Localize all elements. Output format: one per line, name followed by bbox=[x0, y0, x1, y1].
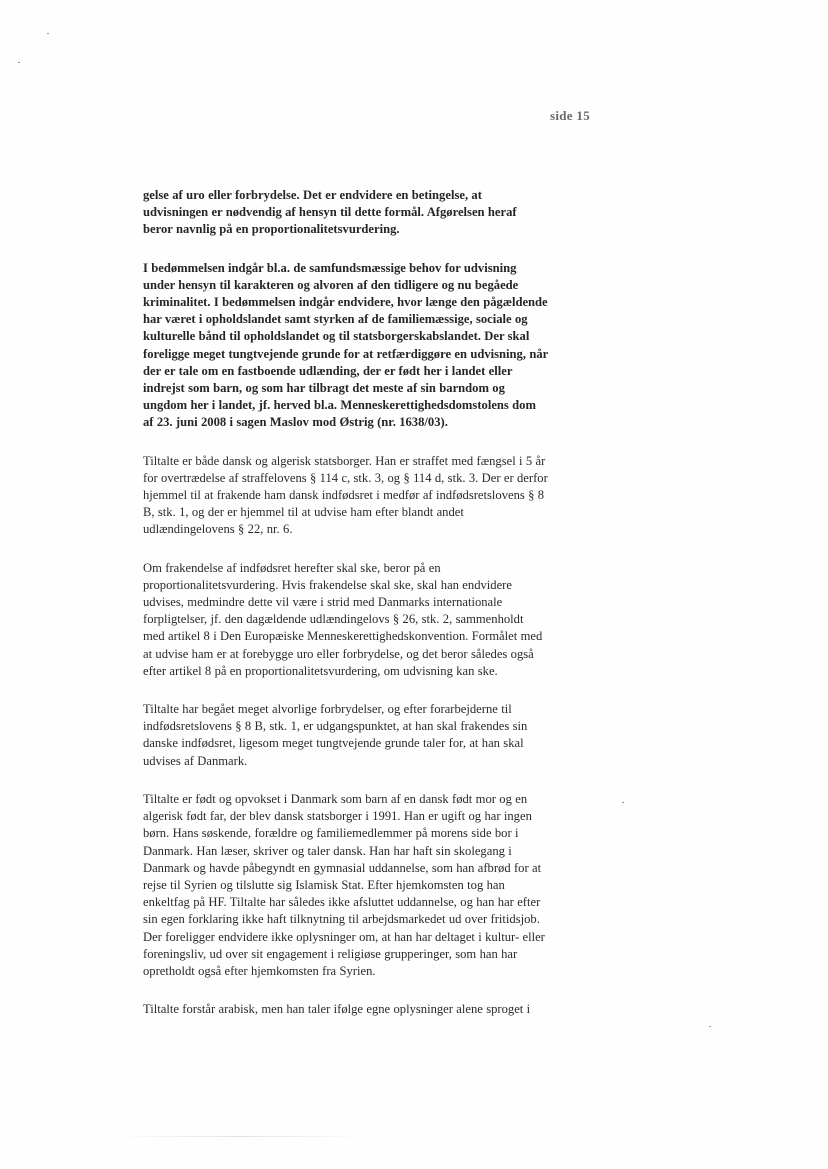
scan-speck bbox=[18, 62, 20, 63]
paragraph: gelse af uro eller forbrydelse. Det er endvidere en betingelse, at udvisningen er nødvendig af hensyn til dette formål. Afgørelsen heraf beror navnlig på en proportionalitetsvurdering. bbox=[143, 188, 517, 237]
paragraph: Tiltalte er både dansk og algerisk statsborger. Han er straffet med fængsel i 5 år for overtrædelse af straffelovens § 114 c, stk. 3, og § 114 d, stk. 3. Der er derfor hjemmel til at frakende ham dansk indfødsret i medfør af indfødsretslovens § 8 B, stk. 1, og der er hjemmel til at udvise ham efter blandt andet udlændingelovens § 22, nr. 6. bbox=[143, 453, 548, 537]
paragraph: Tiltalte forstår arabisk, men han taler ifølge egne oplysninger alene sproget i bbox=[143, 1002, 531, 1017]
paragraph: Tiltalte har begået meget alvorlige forbrydelser, og efter forarbejderne til indfødsretslovens § 8 B, stk. 1, er udgangspunktet, at han skal frakendes sin danske indfødsret, ligesom meget tungtvejende grunde taler for, at han skal udvises af Danmark. bbox=[143, 702, 528, 768]
scan-artifact-line bbox=[110, 1136, 370, 1137]
document-body bbox=[143, 187, 548, 1039]
scan-speck bbox=[622, 802, 624, 803]
page-number: side 15 bbox=[549, 108, 590, 123]
paragraph: I bedømmelsen indgår bl.a. de samfundsmæssige behov for udvisning under hensyn til karakteren og alvoren af den tidligere og nu begåede kriminalitet. I bedømmelsen indgår endvidere, hvor længe den pågældende har været i opholdslandet samt styrken af de familiemæssige, sociale og kulturelle bånd til opholdslandet og til statsborgerskabslandet. Der skal foreligge meget tungtvejende grunde for at retfærdiggøre en udvisning, når der er tale om en fastboende udlænding, der er født her i landet eller indrejst som barn, og som har tilbragt det meste af sin barndom og ungdom her i landet, jf. herved bl.a. Menneskerettighedsdomstolens dom af 23. juni 2008 i sagen Maslov mod Østrig (nr. 1638/03). bbox=[143, 260, 548, 430]
paragraph: Om frakendelse af indfødsret herefter skal ske, beror på en proportionalitetsvurdering. Hvis frakendelse skal ske, skal han endvidere udvises, medmindre dette vil være i strid med Danmarks internationale forpligtelser, jf. den dagældende udlændingelovs § 26, stk. 2, sammenholdt med artikel 8 i Den Europæiske Menneskerettighedskonvention. Formålet med at udvise ham er at forebygge uro eller forbrydelse, og det beror således også efter artikel 8 på en proportionalitetsvurdering, om udvisning kan ske. bbox=[143, 560, 543, 678]
scan-speck bbox=[709, 1026, 711, 1027]
scan-speck bbox=[47, 33, 49, 34]
paragraph: Tiltalte er født og opvokset i Danmark som barn af en dansk født mor og en algerisk født far, der blev dansk statsborger i 1991. Han er ugift og har ingen børn. Hans søskende, forældre og familiemedlemmer på morens side bor i Danmark. Han læser, skriver og taler dansk. Han har haft sin skolegang i Danmark og havde påbegyndt en gymnasial uddannelse, som han afbrød for at rejse til Syrien og tilslutte sig Islamisk Stat. Efter hjemkomsten tog han enkeltfag på HF. Tiltalte har således ikke afsluttet uddannelse, og han har efter sin egen forklaring ikke haft tilknytning til arbejdsmarkedet ud over fritidsjob. Der foreligger endvidere ikke oplysninger om, at han har deltaget i kultur- eller foreningsliv, ud over sit engagement i religiøse grupperinger, som han har opretholdt også efter hjemkomsten fra Syrien. bbox=[143, 791, 545, 978]
